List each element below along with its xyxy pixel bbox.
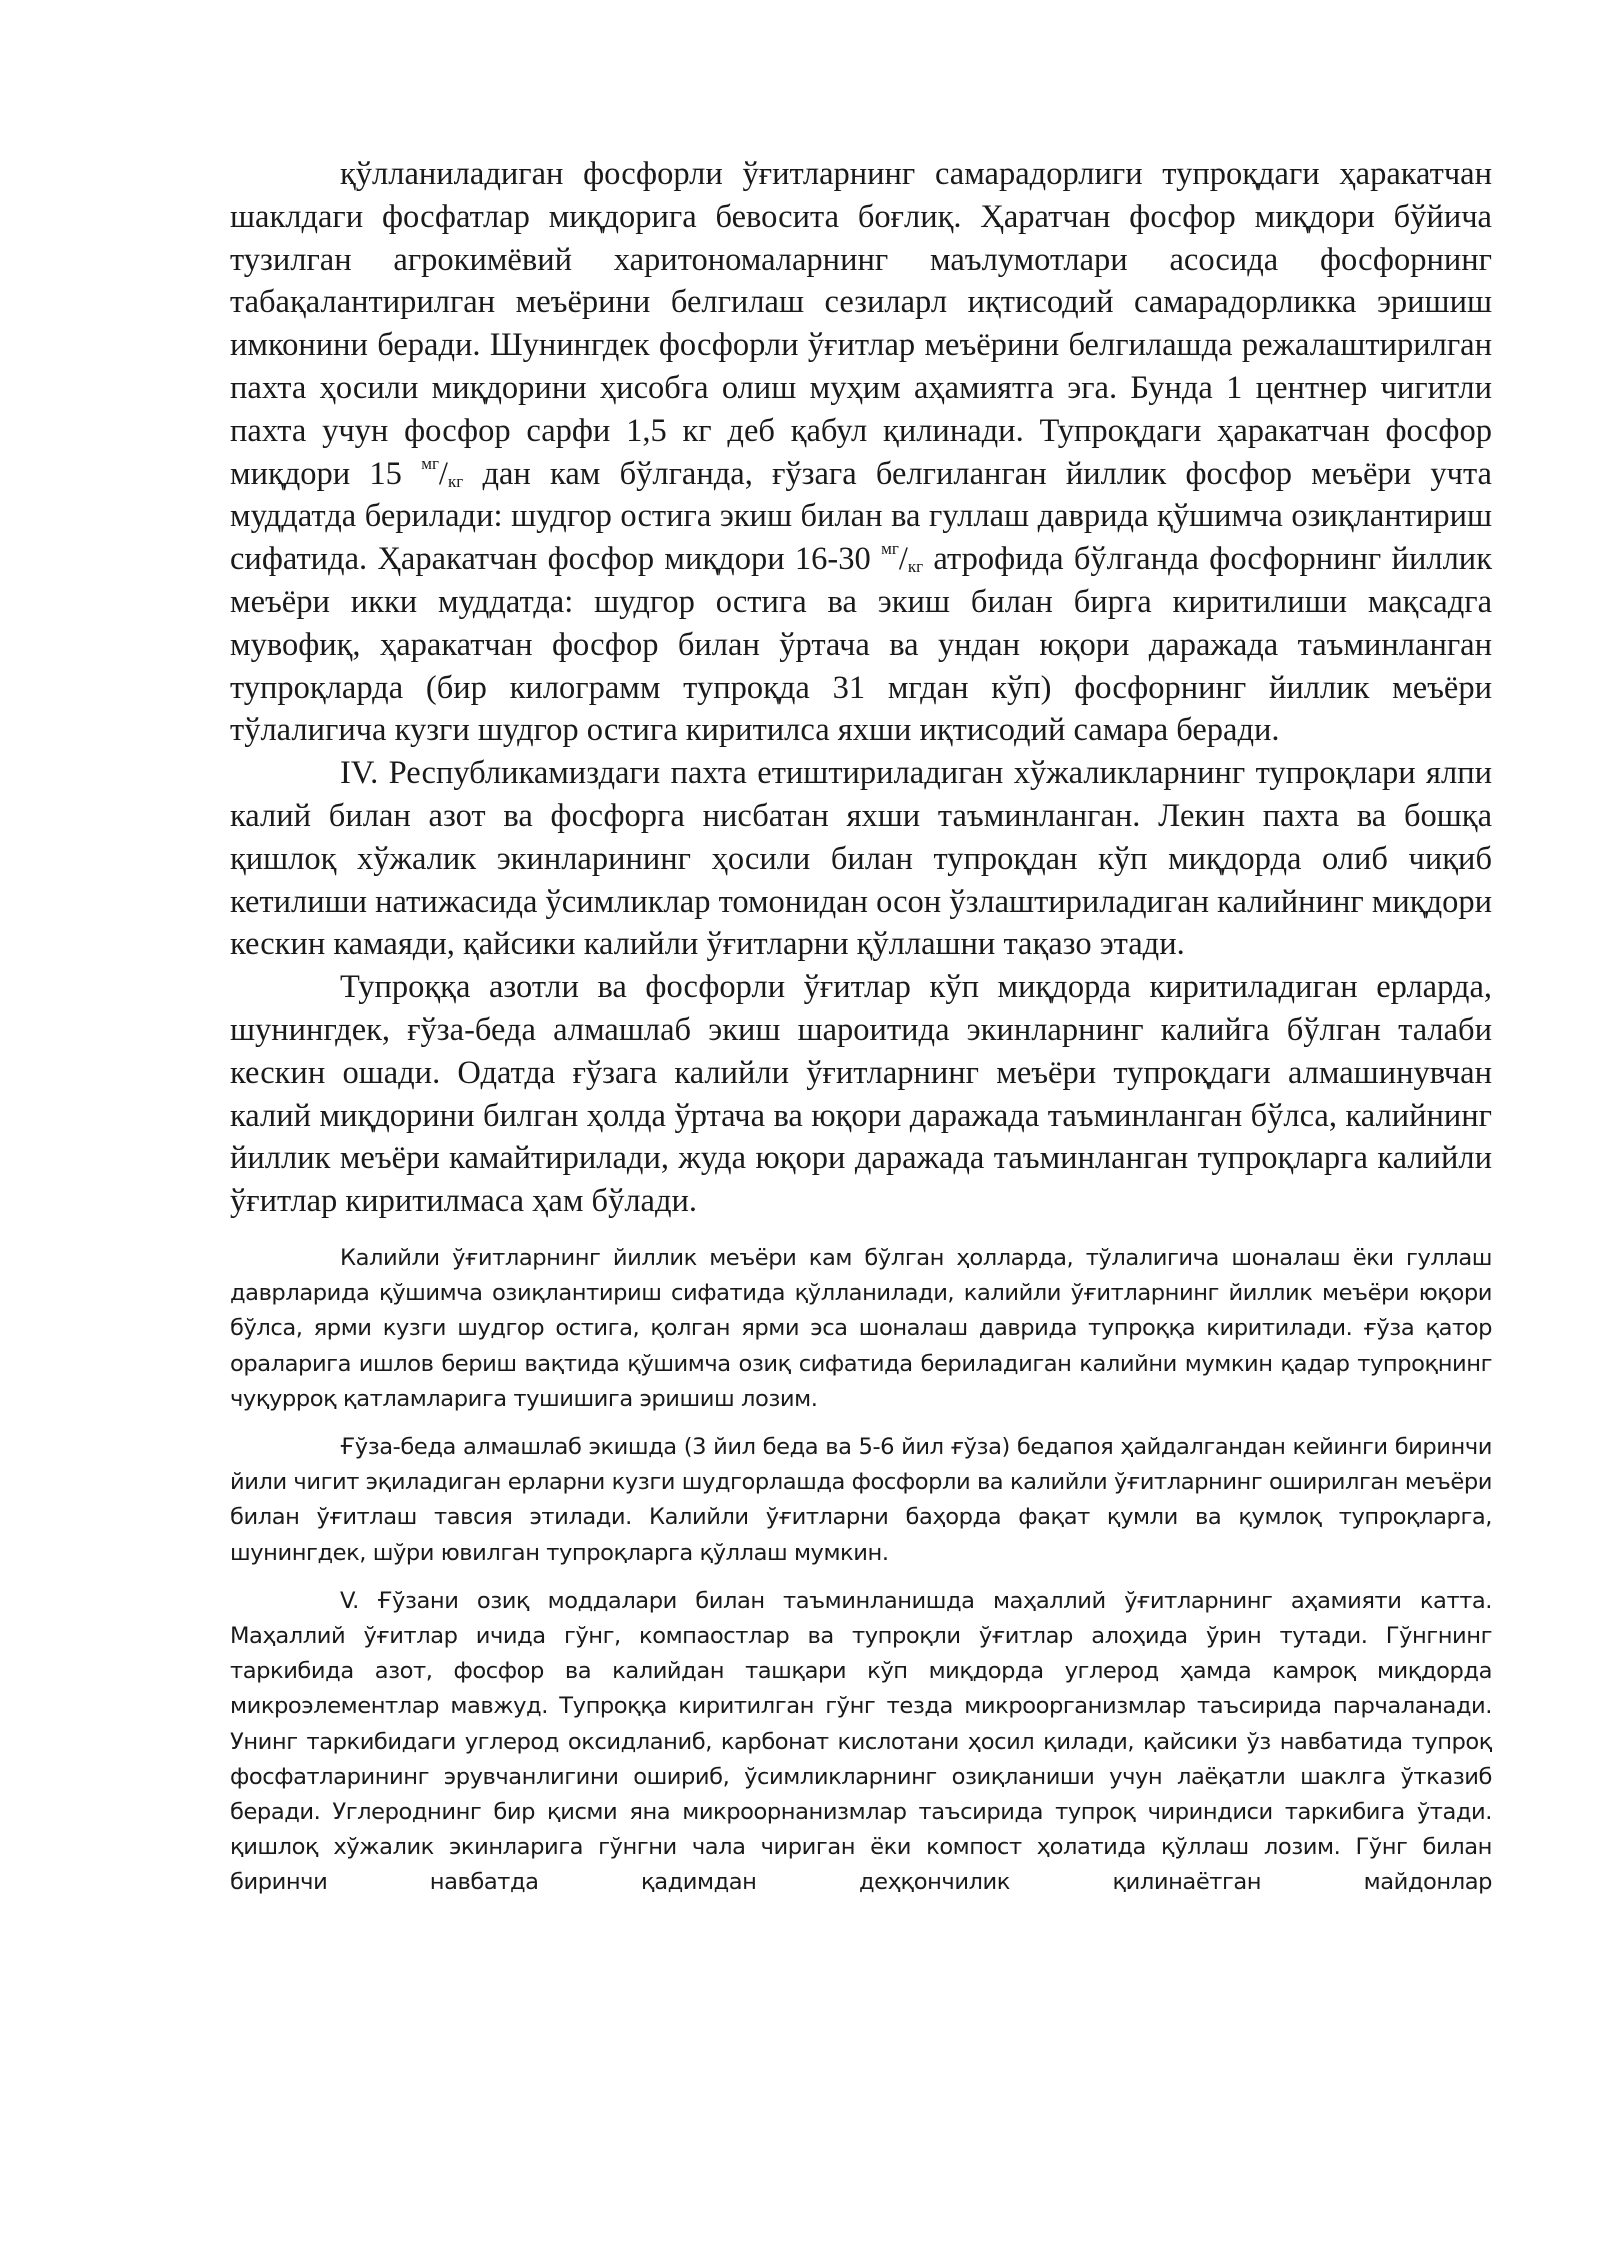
- paragraph-text: қўлланиладиган фосфорли ўғитларнинг самарадорлиги тупроқдаги ҳаракатчан шаклдаги фосфатлар миқдорига бевосита боғлиқ. Ҳаратчан фосфор миқдори бўйича тузилган агрокимёвий харитономаларнинг маълумотлари асосида фосфорнинг табақалантирилган меъёрини белгилаш сезиларл иқтисодий самарадорликка эришиш имконини беради. Шунингдек фосфорли ўғитлар меъёрини белгилашда режалаштирилган пахта ҳосили миқдорини ҳисобга олиш муҳим аҳамиятга эга. Бунда 1 центнер чигитли пахта учун фосфор сарфи 1,5 кг деб қабул қилинади. Тупроқдаги ҳаракатчан фосфор миқдори 15: [230, 156, 1492, 492]
- unit-subscript: кг: [447, 471, 464, 491]
- paragraph-rotation: Ғўза-беда алмашлаб экишда (3 йил беда ва 5-6 йил ғўза) бедапоя ҳайдалгандан кейинги биринчи йили чигит эқиладиган ерларни кузги шудгорлашда фосфорли ва калийли ўғитларнинг оширилган меъёри билан ўғитлаш тавсия этилади. Калийли ўғитларни баҳорда фақат қумли ва қумлоқ тупроқларга, шунингдек, шўри ювилган тупроқларга қўллаш мумкин.: [230, 1433, 1492, 1566]
- unit-superscript: мг: [421, 453, 439, 473]
- sans-section: [230, 1241, 1492, 1901]
- paragraph-text: дан кам бўлганда, ғўзага белгиланган йиллик фосфор меъёри учта муддатда берилади: шудгор остига экиш билан ва гуллаш даврида қўшимча озиқлантириш сифатида. Ҳаракатчан фосфор миқдори 16-30: [230, 455, 1492, 578]
- paragraph-text: атрофида бўлганда фосфорнинг йиллик меъёри икки муддатда: шудгор остига ва экиш билан бирга киритилиши мақсадга мувофиқ, ҳаракатчан фосфор билан ўртача ва ундан юқори даражада таъминланган тупроқларда (бир килограмм тупроқда 31 мгдан кўп) фосфорнинг йиллик меъёри тўлалигича кузги шудгор остига киритилса яхши иқтисодий самара беради.: [230, 541, 1492, 749]
- paragraph-manure: V. Ғўзани озиқ моддалари билан таъминланишда маҳаллий ўғитларнинг аҳамияти катта. Маҳаллий ўғитлар ичида гўнг, компаостлар ва тупроқли ўғитлар алоҳида ўрин тутади. Гўнгнинг таркибида азот, фосфор ва калийдан ташқари кўп миқдорда углерод ҳамда камроқ миқдорда микроэлементлар мавжуд. Тупроққа киритилган гўнг тезда микроорганизмлар таъсирида парчаланади. Унинг таркибидаги углерод оксидланиб, карбонат кислотани ҳосил қилади, қайсики ўз навбатида тупроқ фосфатларининг эрувчанлигини ошириб, ўсимликларнинг озиқланиши учун лаёқатли шаклга ўтказиб беради. Углероднинг бир қисми яна микроорнанизмлар таъсирида тупроқ чириндиси таркибига ўтади. қишлоқ хўжалик экинларига гўнгни чала чириган ёки компост ҳолатида қўллаш лозим. Гўнг билан биринчи навбатда қадимдан деҳқончилик қилинаётган майдонлар: [230, 1587, 1492, 1896]
- unit-superscript: мг: [881, 539, 899, 559]
- paragraph-potassium-demand: Тупроққа азотли ва фосфорли ўғитлар кўп миқдорда киритиладиган ерларда, шунингдек, ғўза-беда алмашлаб экиш шароитида экинларнинг калийга бўлган талаби кескин ошади. Одатда ғўзага калийли ўғитларнинг меъёри тупроқдаги алмашинувчан калий миқдорини билган ҳолда ўртача ва юқори даражада таъминланган бўлса, калийнинг йиллик меъёри камайтирилади, жуда юқори даражада таъминланган тупроқларга калийли ўғитлар киритилмаса ҳам бўлади.: [230, 969, 1492, 1220]
- unit-slash: /: [438, 455, 448, 492]
- serif-section: [230, 153, 1492, 1223]
- paragraph-potassium-timing: Калийли ўғитларнинг йиллик меъёри кам бўлган ҳолларда, тўлалигича шоналаш ёки гуллаш даврларида қўшимча озиқлантириш сифатида қўлланилади, калийли ўғитларнинг йиллик меъёри юқори бўлса, ярми кузги шудгор остига, қолган ярми эса шоналаш даврида тупроққа киритилади. ғўза қатор ораларига ишлов бериш вақтида қўшимча озиқ сифатида бериладиган калийни мумкин қадар тупроқнинг чуқурроқ қатламларига тушишига эришиш лозим.: [230, 1244, 1492, 1412]
- paragraph-potassium-intro: IV. Республикамиздаги пахта етиштириладиган хўжаликларнинг тупроқлари ялпи калий билан азот ва фосфорга нисбатан яхши таъминланган. Лекин пахта ва бошқа қишлоқ хўжалик экинларининг ҳосили билан тупроқдан кўп миқдорда олиб чиқиб кетилиши натижасида ўсимликлар томонидан осон ўзлаштириладиган калийнинг миқдори кескин камаяди, қайсики калийли ўғитларни қўллашни тақазо этади.: [230, 755, 1492, 963]
- unit-subscript: кг: [907, 557, 924, 577]
- unit-slash: /: [898, 541, 908, 578]
- paragraph-phosphorus: [230, 153, 1492, 752]
